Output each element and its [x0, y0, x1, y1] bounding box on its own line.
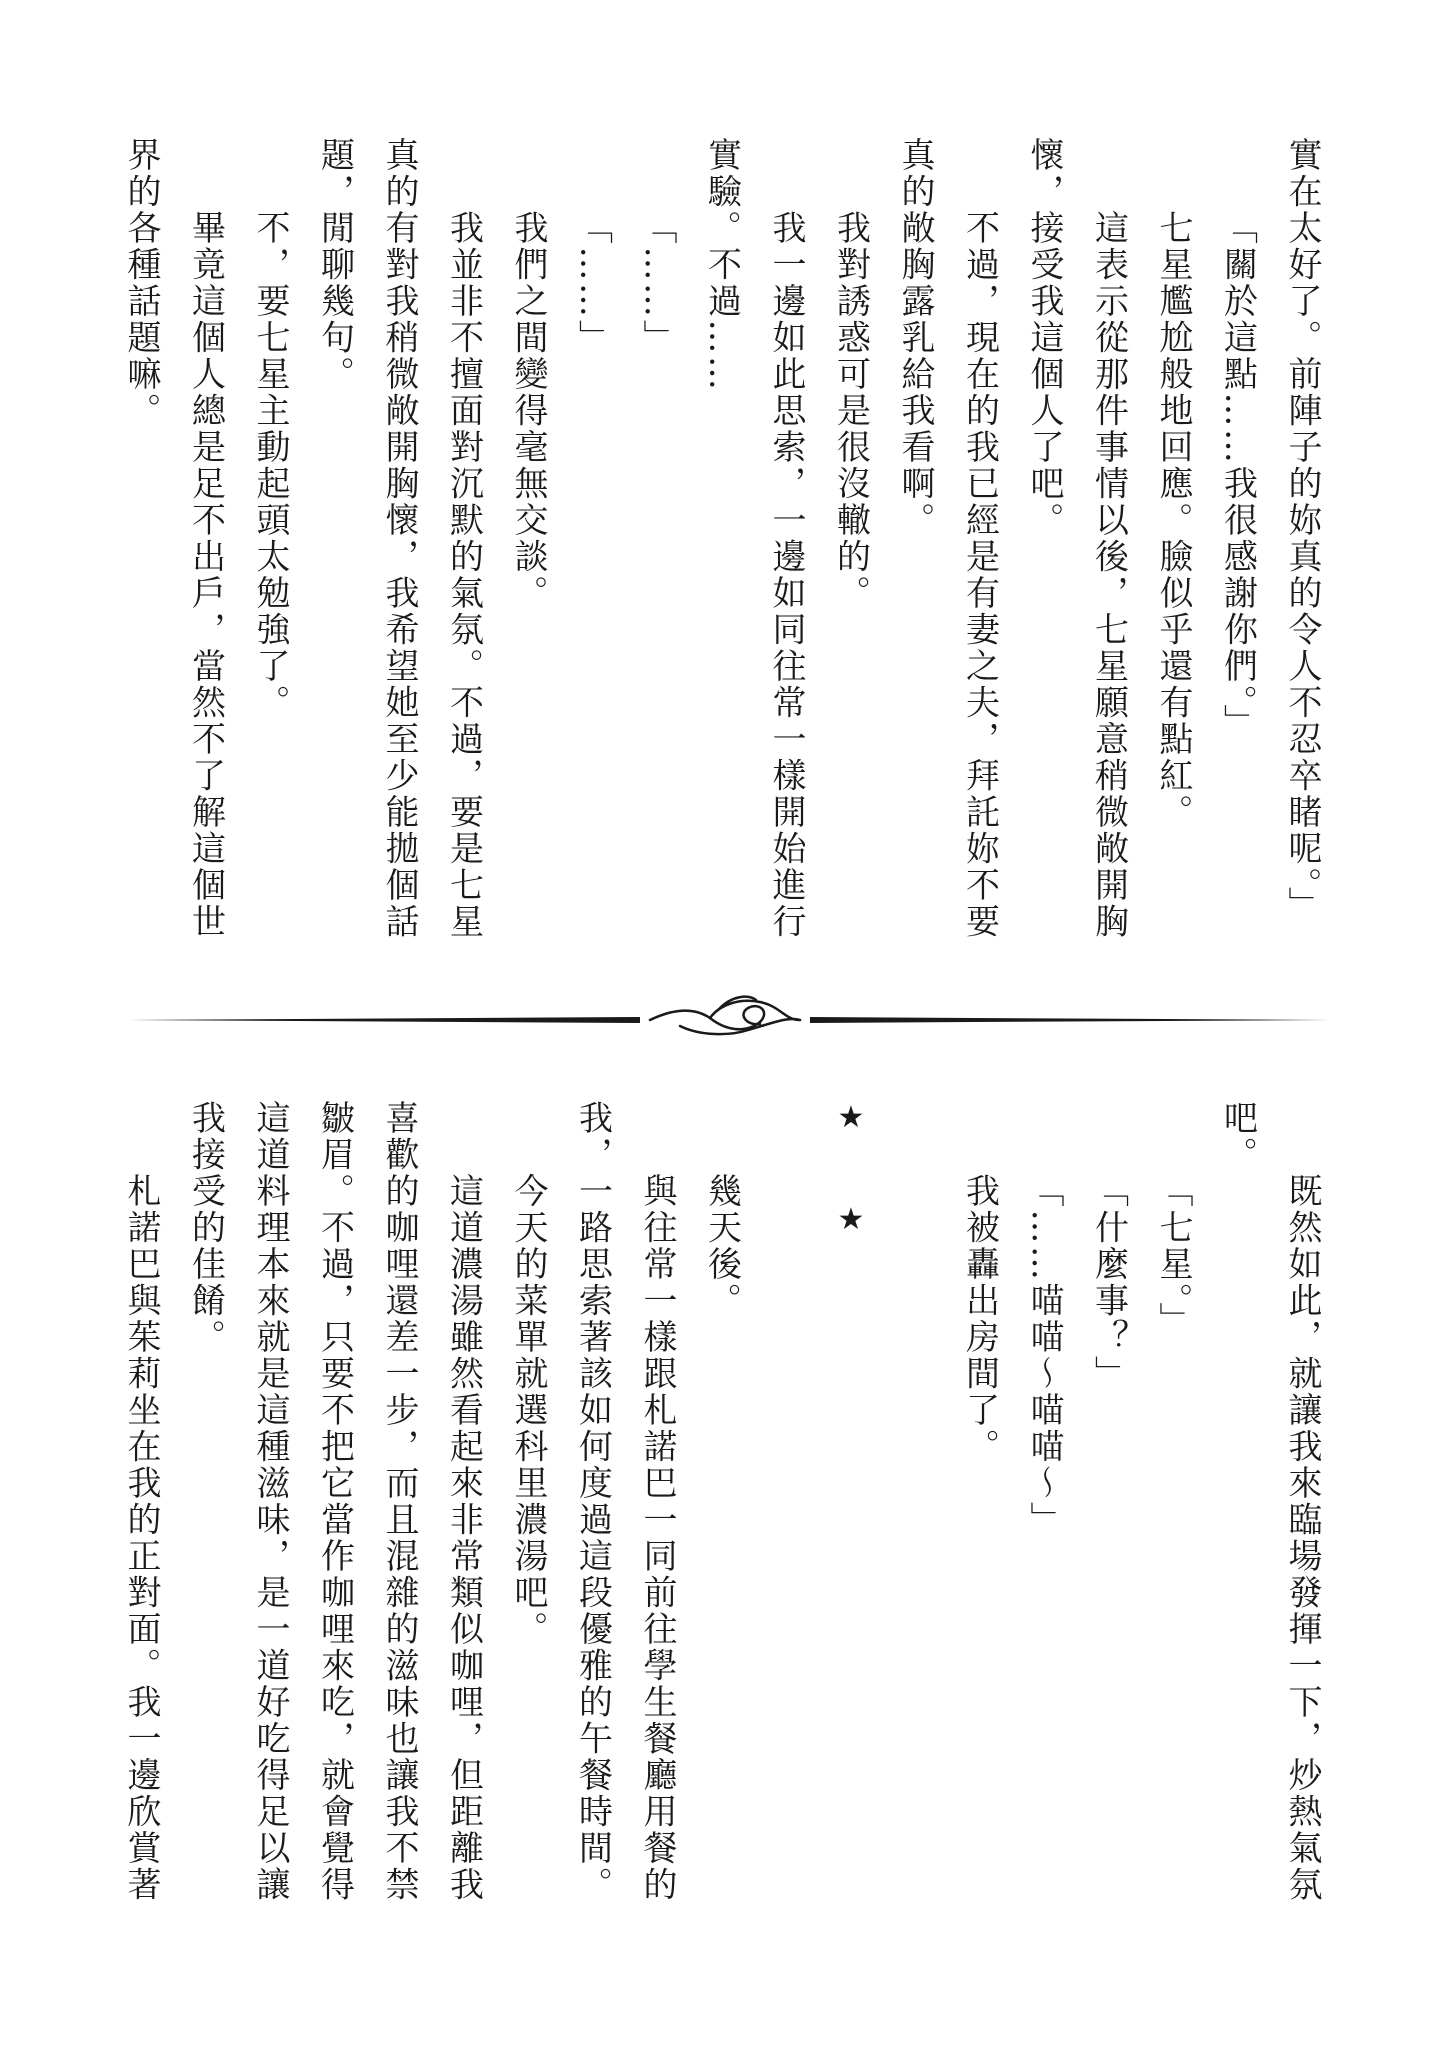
text-column: 我並非不擅面對沉默的氣氛。不過，要是七星 — [443, 210, 484, 940]
star-icon: ★ — [833, 1100, 869, 1138]
top-text-block — [109, 137, 1335, 957]
blank-column — [883, 1100, 948, 1920]
text-column: 七星尷尬般地回應。臉似乎還有點紅。 — [1153, 210, 1193, 831]
bottom-text-block — [109, 1100, 1335, 1920]
text-column: 不，要七星主動起頭太勉強了。 — [250, 210, 290, 721]
ornamental-divider — [120, 990, 1330, 1050]
text-column: 札諾巴與茱莉坐在我的正對面。我一邊欣賞著 — [121, 1173, 161, 1903]
text-column: 我被轟出房間了。 — [959, 1173, 1000, 1465]
text-column: 界的各種話題嘛。 — [121, 137, 161, 429]
text-column: 我一邊如此思索，一邊如同往常一樣開始進行 — [766, 210, 806, 940]
text-column: 喜歡的咖哩還差一步，而且混雜的滋味也讓我不禁 — [379, 1100, 419, 1903]
divider-line-right — [810, 1017, 1330, 1023]
text-column: 今天的菜單就選科里濃湯吧。 — [508, 1173, 548, 1648]
text-column: 「……喵喵～喵喵～」 — [1024, 1173, 1064, 1538]
text-column: 幾天後。 — [701, 1173, 742, 1319]
text-column: 吧。 — [1217, 1100, 1258, 1173]
text-column: 我接受的佳餚。 — [185, 1100, 226, 1356]
text-column: 我對誘惑可是很沒轍的。 — [830, 210, 871, 612]
text-column: 「什麼事？」 — [1088, 1173, 1129, 1392]
text-column: 這道濃湯雖然看起來非常類似咖哩，但距離我 — [443, 1173, 484, 1903]
text-column: 「七星。」 — [1153, 1173, 1193, 1339]
text-column: 我，一路思索著該如何度過這段優雅的午餐時間。 — [572, 1100, 613, 1903]
text-column: 皺眉。不過，只要不把它當作咖哩來吃，就會覺得 — [314, 1100, 355, 1903]
scene-break — [818, 1100, 883, 1920]
text-column: 真的有對我稍微敞開胸懷，我希望她至少能拋個話 — [379, 137, 419, 940]
divider-line-left — [120, 1017, 640, 1023]
text-column: 畢竟這個人總是足不出戶，當然不了解這個世 — [185, 210, 226, 940]
text-column: 我們之間變得毫無交談。 — [508, 210, 548, 612]
text-column: 這道料理本來就是這種滋味，是一道好吃得足以讓 — [250, 1100, 290, 1903]
text-column: 題，閒聊幾句。 — [314, 137, 355, 393]
text-column: 「……」 — [637, 210, 677, 356]
text-column: 這表示從那件事情以後，七星願意稍微敞開胸 — [1088, 210, 1129, 940]
text-column: 「……」 — [572, 210, 613, 356]
text-column: 「關於這點……我很感謝你們。」 — [1217, 210, 1258, 741]
text-column: 實在太好了。前陣子的妳真的令人不忍卒睹呢。」 — [1282, 137, 1322, 923]
text-column: 與往常一樣跟札諾巴一同前往學生餐廳用餐的 — [637, 1173, 677, 1903]
text-column: 不過，現在的我已經是有妻之夫，拜託妳不要 — [959, 210, 1000, 940]
text-column: 懷，接受我這個人了吧。 — [1024, 137, 1064, 539]
star-icon: ★ — [833, 1201, 869, 1240]
blank-column — [754, 1100, 819, 1920]
text-column: 真的敞胸露乳給我看啊。 — [895, 137, 935, 539]
text-column: 實驗。不過…… — [701, 137, 742, 393]
text-column: 既然如此，就讓我來臨場發揮一下，炒熱氣氛 — [1282, 1173, 1322, 1903]
flourish-icon — [650, 997, 800, 1034]
